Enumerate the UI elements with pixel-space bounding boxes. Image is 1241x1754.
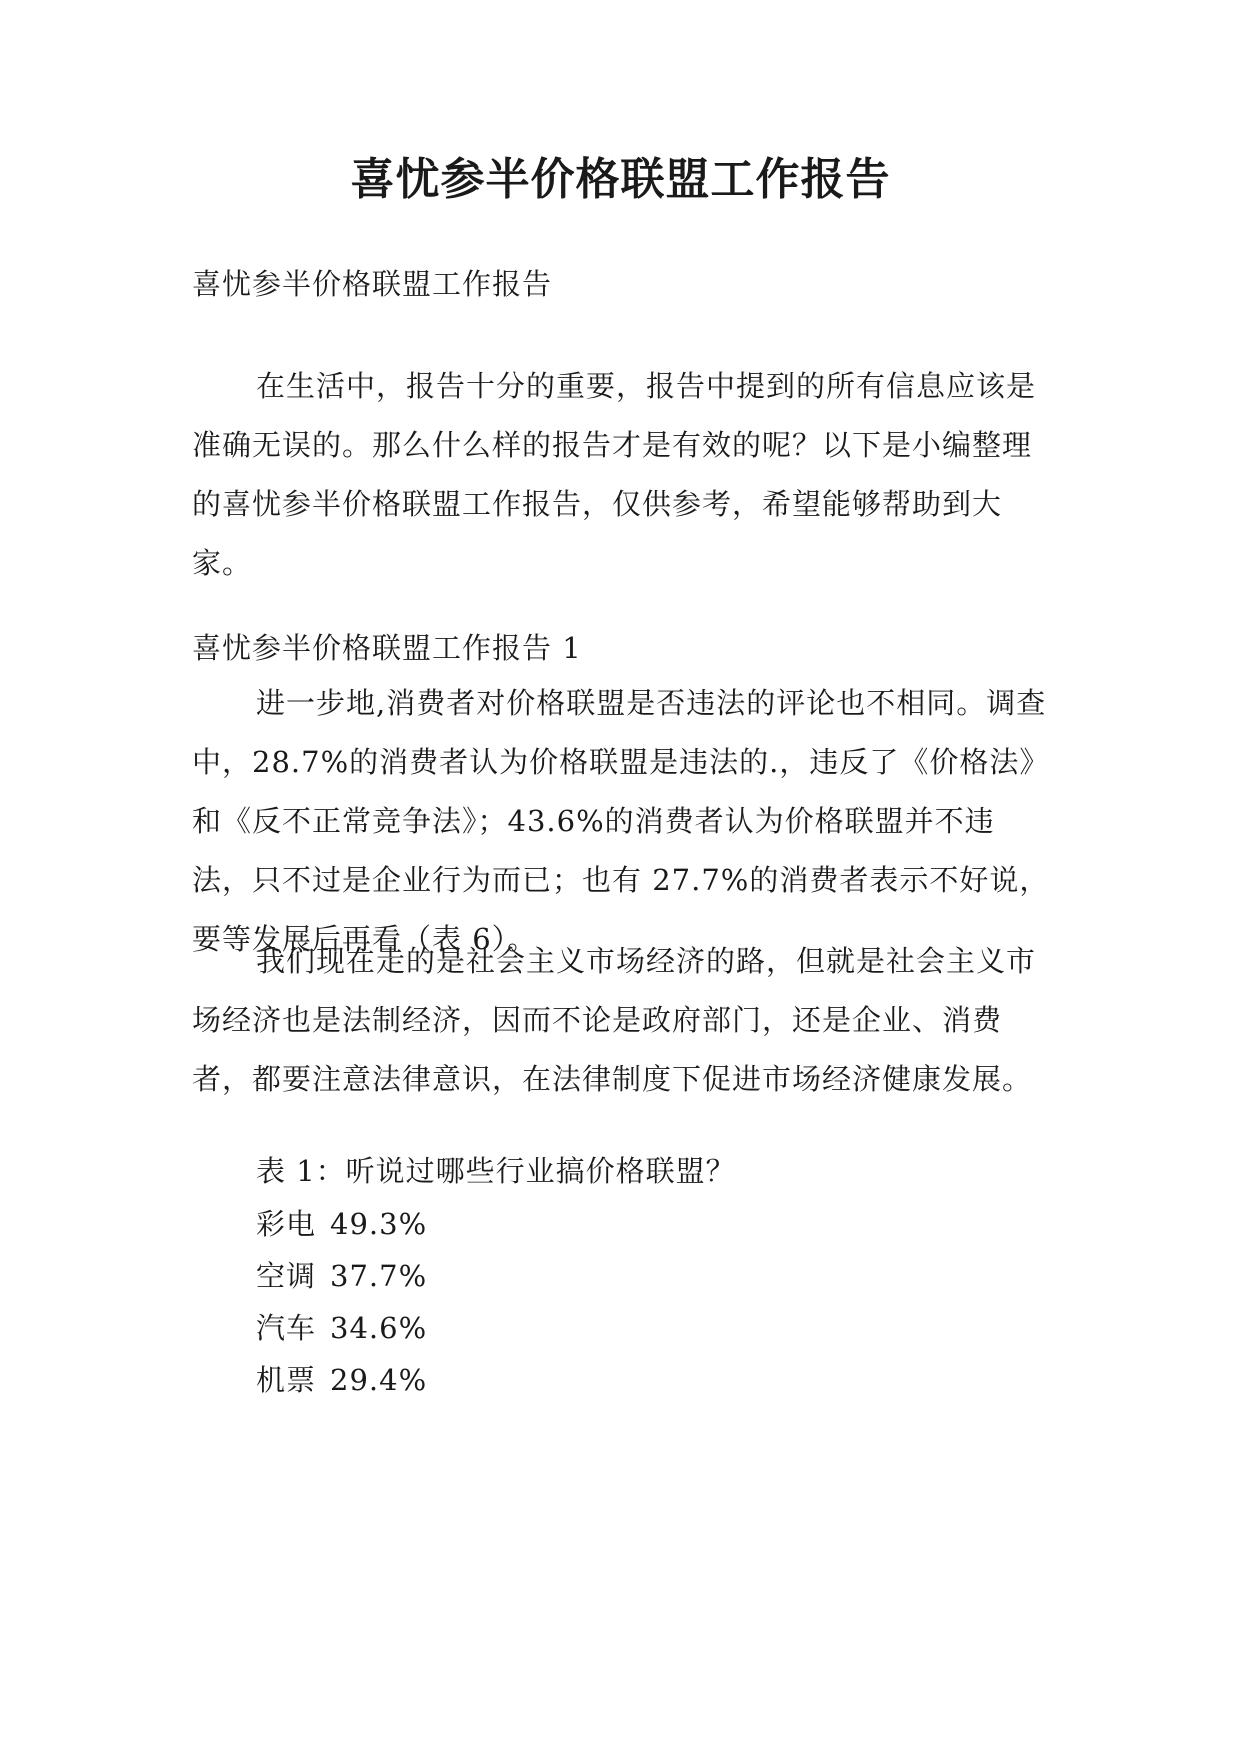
table-caption: 表 1：听说过哪些行业搞价格联盟？ [256,1154,736,1188]
table-row-value: 49.3% [330,1207,428,1241]
table-row-label: 机票 [256,1363,317,1397]
table-row-value: 29.4% [330,1363,428,1397]
table-row-value: 37.7% [330,1259,428,1293]
table-row [256,1351,427,1410]
table-row-label: 彩电 [256,1207,317,1241]
section-heading: 喜忧参半价格联盟工作报告 1 [192,631,582,665]
table-row-label: 空调 [256,1259,317,1293]
table-row-label: 汽车 [256,1311,317,1345]
document-title: 喜忧参半价格联盟工作报告 [350,154,891,205]
document-subtitle: 喜忧参半价格联盟工作报告 [192,267,553,301]
table-row-value: 34.6% [330,1311,428,1345]
body-paragraph-1: 进一步地,消费者对价格联盟是否违法的评论也不相同。调查中，28.7%的消费者认为价格联盟是违法的.，违反了《价格法》和《反不正常竞争法》；43.6%的消费者认为价格联盟并不违法，只不过是企业行为而已；也有 27.7%的消费者表示不好说，要等发展后再看（表 6）。 [192,686,1050,956]
table-row [256,1247,427,1306]
body-paragraph-2: 我们现在走的是社会主义市场经济的路，但就是社会主义市场经济也是法制经济，因而不论是政府部门，还是企业、消费者，都要注意法律意识，在法律制度下促进市场经济健康发展。 [192,944,1037,1096]
table-row [256,1299,427,1358]
intro-paragraph: 在生活中，报告十分的重要，报告中提到的所有信息应该是准确无误的。那么什么样的报告才是有效的呢？以下是小编整理的喜忧参半价格联盟工作报告，仅供参考，希望能够帮助到大家。 [192,369,1037,580]
table-row [256,1195,427,1254]
